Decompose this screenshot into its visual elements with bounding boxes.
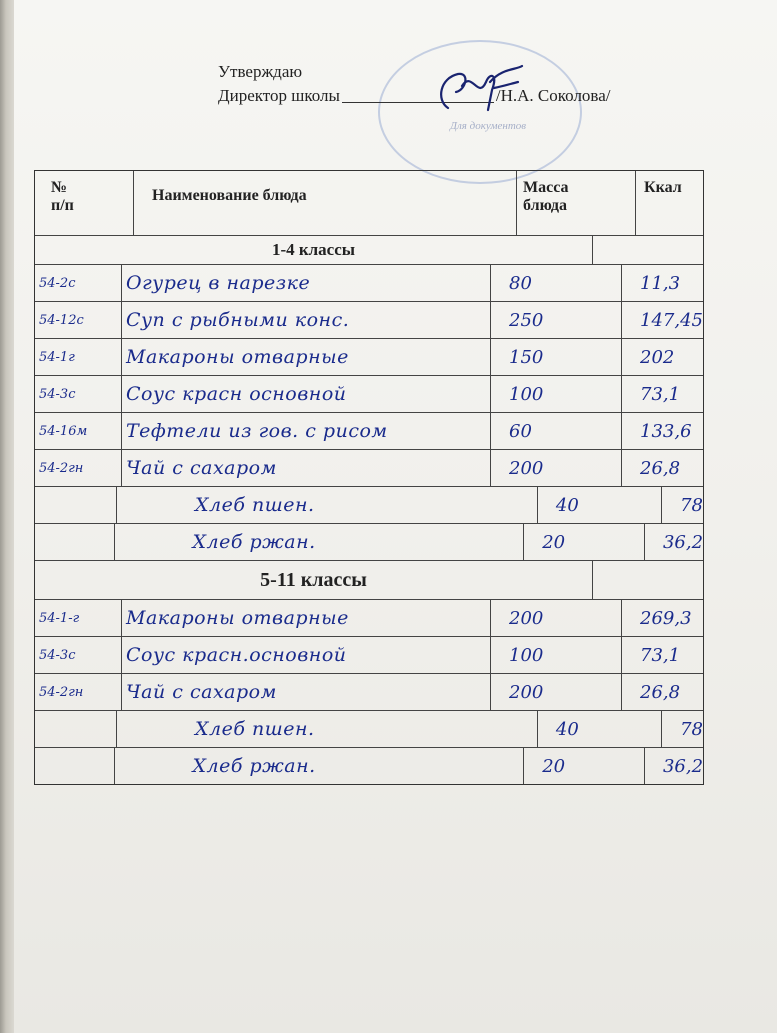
- director-label: Директор школы: [218, 86, 340, 105]
- dish-code: [35, 711, 117, 747]
- dish-kcal: 269,3: [640, 607, 692, 629]
- dish-kcal: 78: [680, 494, 703, 516]
- dish-kcal: 73,1: [640, 383, 681, 405]
- section-header: [35, 236, 703, 265]
- dish-mass: 100: [491, 376, 622, 412]
- dish-name: Макароны отварные: [122, 600, 491, 636]
- dish-code: [35, 524, 115, 560]
- table-row: [35, 711, 703, 748]
- dish-kcal: 26,8: [640, 457, 681, 479]
- header-name: Наименование блюда: [134, 171, 517, 235]
- dish-kcal: 36,2: [662, 531, 704, 553]
- dish-kcal: 36,2: [662, 755, 704, 777]
- dish-code: 54-2гн: [35, 450, 122, 486]
- header-kcal: Ккал: [644, 179, 682, 196]
- table-row: [35, 637, 703, 674]
- dish-mass: 60: [491, 413, 622, 449]
- dish-kcal: 78: [680, 718, 703, 740]
- dish-mass: 40: [538, 487, 662, 523]
- dish-name: Чай с сахаром: [122, 450, 491, 486]
- dish-name: Соус красн основной: [122, 376, 491, 412]
- dish-mass: 200: [491, 674, 622, 710]
- dish-mass: 100: [491, 637, 622, 673]
- dish-name: Хлеб пшен.: [117, 711, 538, 747]
- dish-name: Тефтели из гов. с рисом: [122, 413, 491, 449]
- dish-name: Хлеб пшен.: [117, 487, 538, 523]
- dish-name: Хлеб ржан.: [115, 748, 525, 784]
- table-row: [35, 302, 703, 339]
- dish-kcal: 133,6: [640, 420, 692, 442]
- dish-code: [35, 748, 115, 784]
- dish-code: 54-12с: [35, 302, 122, 338]
- dish-name: Суп с рыбными конс.: [122, 302, 491, 338]
- menu-table: [34, 170, 704, 785]
- dish-name: Огурец в нарезке: [122, 265, 491, 301]
- handwritten-signature: [428, 60, 528, 120]
- dish-mass: 40: [538, 711, 662, 747]
- dish-code: 54-2с: [35, 265, 122, 301]
- dish-mass: 80: [491, 265, 622, 301]
- dish-kcal: 147,45: [640, 309, 703, 331]
- header-mass: [517, 171, 636, 235]
- dish-name: Макароны отварные: [122, 339, 491, 375]
- dish-code: 54-2гн: [35, 674, 122, 710]
- dish-kcal: 26,8: [640, 681, 681, 703]
- dish-mass: 250: [491, 302, 622, 338]
- table-row: [35, 265, 703, 302]
- dish-code: 54-16м: [35, 413, 122, 449]
- dish-code: 54-3с: [35, 637, 122, 673]
- header-mass-line1: Масса: [523, 179, 569, 196]
- dish-name: Хлеб ржан.: [115, 524, 525, 560]
- stamp-text: Для документов: [450, 120, 527, 132]
- director-name: /Н.А. Соколова/: [495, 86, 611, 105]
- header-num: [35, 171, 134, 235]
- table-row: [35, 674, 703, 711]
- approval-block: [218, 60, 611, 108]
- dish-name: Соус красн.основной: [122, 637, 491, 673]
- table-row: [35, 376, 703, 413]
- table-row: [35, 748, 703, 784]
- section-tail-cell: [593, 236, 703, 264]
- dish-code: 54-1-г: [35, 600, 122, 636]
- table-row: [35, 487, 703, 524]
- table-row: [35, 524, 703, 561]
- dish-kcal: 73,1: [640, 644, 681, 666]
- approval-line: [218, 84, 611, 108]
- dish-kcal: 202: [640, 346, 675, 368]
- table-row: [35, 450, 703, 487]
- section-tail-cell: [593, 561, 703, 599]
- section-title: 5-11 классы: [35, 561, 593, 599]
- dish-code: 54-1г: [35, 339, 122, 375]
- dish-code: [35, 487, 117, 523]
- dish-name: Чай с сахаром: [122, 674, 491, 710]
- section-header: [35, 561, 703, 600]
- table-row: [35, 600, 703, 637]
- table-row: [35, 413, 703, 450]
- table-header: [35, 171, 703, 236]
- header-num-line1: №: [51, 179, 68, 196]
- table-row: [35, 339, 703, 376]
- dish-kcal: 11,3: [640, 272, 681, 294]
- dish-mass: 20: [524, 748, 645, 784]
- dish-code: 54-3с: [35, 376, 122, 412]
- dish-mass: 20: [524, 524, 645, 560]
- dish-mass: 150: [491, 339, 622, 375]
- dish-mass: 200: [491, 450, 622, 486]
- section-title: 1-4 классы: [35, 236, 593, 264]
- header-mass-line2: блюда: [523, 197, 567, 214]
- approval-title: Утверждаю: [218, 62, 303, 81]
- header-num-line2: п/п: [51, 197, 74, 214]
- dish-mass: 200: [491, 600, 622, 636]
